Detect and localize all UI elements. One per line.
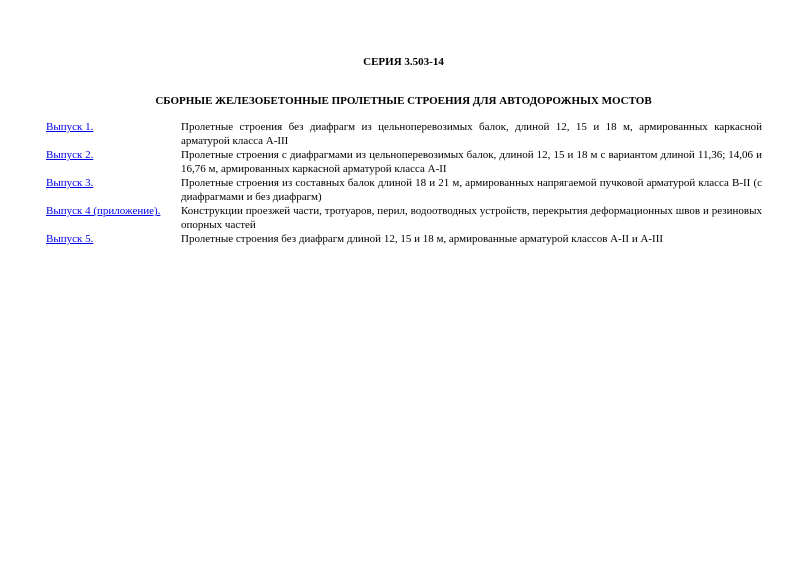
issue-row bbox=[46, 205, 762, 232]
issue-link-2[interactable]: Выпуск 2. bbox=[46, 149, 94, 161]
issue-row bbox=[46, 177, 762, 204]
issue-link-3[interactable]: Выпуск 3. bbox=[46, 177, 94, 189]
issue-description-4: Конструкции проезжей части, тротуаров, перил, водоотводных устройств, перекрытия деформационных швов и резиновых опорных частей bbox=[181, 205, 762, 231]
issue-description-3: Пролетные строения из составных балок длиной 18 и 21 м, армированных напрягаемой пучковой арматурой класса В-II (с диафрагмами и без диафрагм) bbox=[181, 177, 762, 203]
issue-description-2: Пролетные строения с диафрагмами из цельноперевозимых балок, длиной 12, 15 и 18 м с вариантом длиной 11,36; 14,06 и 16,76 м, армированных каркасной арматурой класса А-II bbox=[181, 149, 762, 175]
issue-row bbox=[46, 121, 762, 148]
issue-row bbox=[46, 149, 762, 176]
issue-link-1[interactable]: Выпуск 1. bbox=[46, 121, 94, 133]
issue-description-5: Пролетные строения без диафрагм длиной 12, 15 и 18 м, армированные арматурой классов А-II и А-III bbox=[181, 233, 664, 245]
document-title: СБОРНЫЕ ЖЕЛЕЗОБЕТОННЫЕ ПРОЛЕТНЫЕ СТРОЕНИЯ ДЛЯ АВТОДОРОЖНЫХ МОСТОВ bbox=[155, 95, 652, 107]
series-title: СЕРИЯ 3.503-14 bbox=[363, 56, 444, 68]
issue-link-4[interactable]: Выпуск 4 (приложение). bbox=[46, 205, 161, 217]
issue-description-1: Пролетные строения без диафрагм из цельноперевозимых балок, длиной 12, 15 и 18 м, армированных каркасной арматурой класса А-III bbox=[181, 121, 762, 147]
issue-link-5[interactable]: Выпуск 5. bbox=[46, 233, 94, 245]
issue-row bbox=[46, 233, 762, 247]
issues-list bbox=[46, 121, 762, 248]
